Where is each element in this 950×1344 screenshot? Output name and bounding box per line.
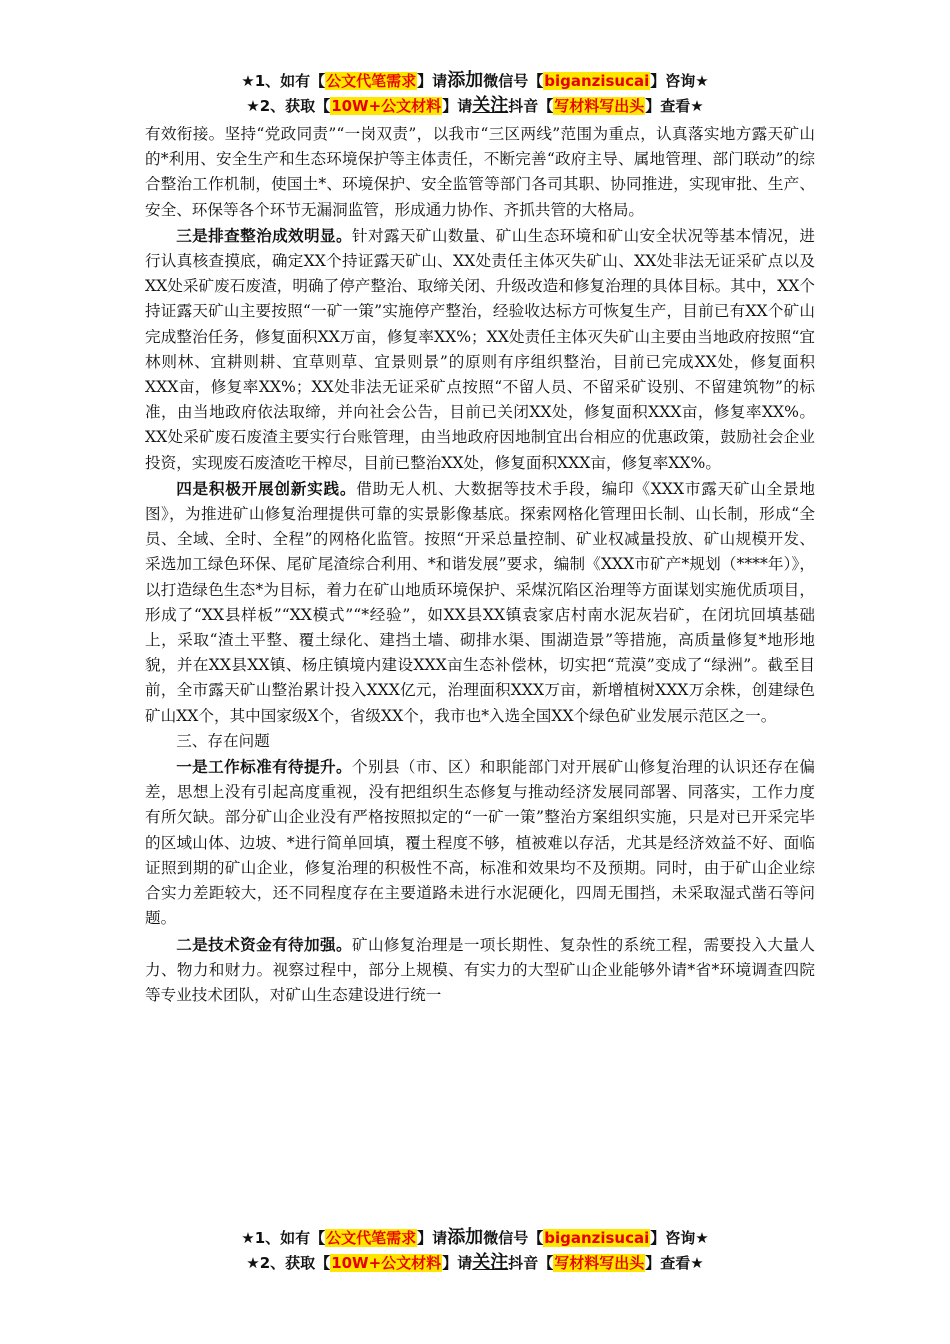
document-body [145, 122, 815, 1008]
promo-banner-top-1: ★1、如有【公文代笔需求】请添加微信号【biganzisucai】咨询★ [241, 70, 709, 91]
promo-highlight: 10W+公文材料 [331, 1254, 442, 1272]
promo-banner-top-2: ★2、获取【10W+公文材料】请关注抖音【写材料写出头】查看★ [246, 95, 704, 116]
paragraph: 三是排查整治成效明显。针对露天矿山数量、矿山生态环境和矿山安全状况等基本情况，进行认真核查摸底，确定XX个持证露天矿山、XX处责任主体灭失矿山、XX处非法无证采矿点以及XX处采矿废石废渣，明确了停产整治、取缔关闭、升级改造和修复治理的具体目标。其中，XX个持证露天矿山主要按照“一矿一策”实施停产整治，经验收达标方可恢复生产，目前已有XX个矿山完成整治任务，修复面积XX万亩，修复率XX%；XX处责任主体灭失矿山主要由当地政府按照“宜林则林、宜耕则耕、宜草则草、宜景则景”的原则有序组织整治，目前已完成XX处，修复面积XXX亩，修复率XX%；XX处非法无证采矿点按照“不留人员、不留采矿设别、不留建筑物”的标准，由当地政府依法取缔，并向社会公告，目前已关闭XX处，修复面积XXX亩，修复率XX%。XX处采矿废石废渣主要实行台账管理，由当地政府因地制宜出台相应的优惠政策，鼓励社会企业投资，实现废石废渣吃干榨尽，目前已整治XX处，修复面积XXX亩，修复率XX%。 [145, 225, 815, 472]
paragraph: 二是技术资金有待加强。矿山修复治理是一项长期性、复杂性的系统工程，需要投入大量人力、物力和财力。视察过程中，部分上规模、有实力的大型矿山企业能够外请*省*环境调查四院等专业技术团队，对矿山生态建设进行统一 [145, 934, 815, 1004]
paragraph-lead: 二是技术资金有待加强。 [176, 934, 352, 954]
section-heading: 三、存在问题 [176, 731, 270, 750]
douyin-id: 写材料写出头 [554, 97, 645, 115]
promo-highlight: 公文代笔需求 [326, 72, 417, 90]
paragraph-lead: 四是积极开展创新实践。 [176, 478, 357, 498]
paragraph-lead: 一是工作标准有待提升。 [176, 757, 352, 777]
paragraph: 有效衔接。坚持“党政同责”“一岗双责”，以我市“三区两线”范围为重点，认真落实地方露天矿山的*利用、安全生产和生态环境保护等主体责任，不断完善“政府主导、属地管理、部门联动”的综合整治工作机制，使国土*、环境保护、安全监管等部门各司其职、协同推进，实现审批、生产、安全、环保等各个环节无漏洞监管，形成通力协作、齐抓共管的大格局。 [145, 125, 815, 219]
promo-banner-bottom-2: ★2、获取【10W+公文材料】请关注抖音【写材料写出头】查看★ [246, 1252, 704, 1273]
paragraph: 一是工作标准有待提升。个别县（市、区）和职能部门对开展矿山修复治理的认识还存在偏差，思想上没有引起高度重视，没有把组织生态修复与推动经济发展同部署、同落实，工作力度有所欠缺。部分矿山企业没有严格按照拟定的“一矿一策”整治方案组织实施，只是对已开采完毕的区域山体、边坡、*进行简单回填，覆土程度不够，植被难以存活，尤其是经济效益不好、面临证照到期的矿山企业，修复治理的积极性不高，标准和效果均不及预期。同时，由于矿山企业综合实力差距较大，还不同程度存在主要道路未进行水泥硬化，四周无围挡，未采取湿式凿石等问题。 [145, 757, 815, 928]
paragraph-lead: 三是排查整治成效明显。 [176, 225, 352, 245]
wechat-id: biganzisucai [544, 72, 650, 90]
promo-highlight: 10W+公文材料 [331, 97, 442, 115]
wechat-id: biganzisucai [544, 1229, 650, 1247]
promo-highlight: 公文代笔需求 [326, 1229, 417, 1247]
promo-banner-bottom-1: ★1、如有【公文代笔需求】请添加微信号【biganzisucai】咨询★ [241, 1227, 709, 1248]
douyin-id: 写材料写出头 [554, 1254, 645, 1272]
paragraph: 四是积极开展创新实践。借助无人机、大数据等技术手段，编印《XXX市露天矿山全景地图》，为推进矿山修复治理提供可靠的实景影像基底。探索网格化管理田长制、山长制，形成“全员、全域、全时、全程”的网格化监管。按照“开采总量控制、矿业权减量投放、矿山规模开发、采选加工绿色环保、尾矿尾渣综合利用、*和谐发展”要求，编制《XXX市矿产*规划（****年）》，以打造绿色生态*为目标，着力在矿山地质环境保护、采煤沉陷区治理等方面谋划实施优质项目，形成了“XX县样板”“XX模式”“*经验”，如XX县XX镇袁家店村南水泥灰岩矿，在闭坑回填基础上，采取“渣土平整、覆土绿化、建挡土墙、砌排水渠、围湖造景”等措施，高质量修复*地形地貌，并在XX县XX镇、杨庄镇境内建设XXX亩生态补偿林，切实把“荒漠”变成了“绿洲”。截至目前，全市露天矿山整治累计投入XXX亿元，治理面积XXX万亩，新增植树XXX万余株，创建绿色矿山XX个，其中国家级X个，省级XX个，我市也*入选全国XX个绿色矿业发展示范区之一。 [145, 478, 815, 725]
